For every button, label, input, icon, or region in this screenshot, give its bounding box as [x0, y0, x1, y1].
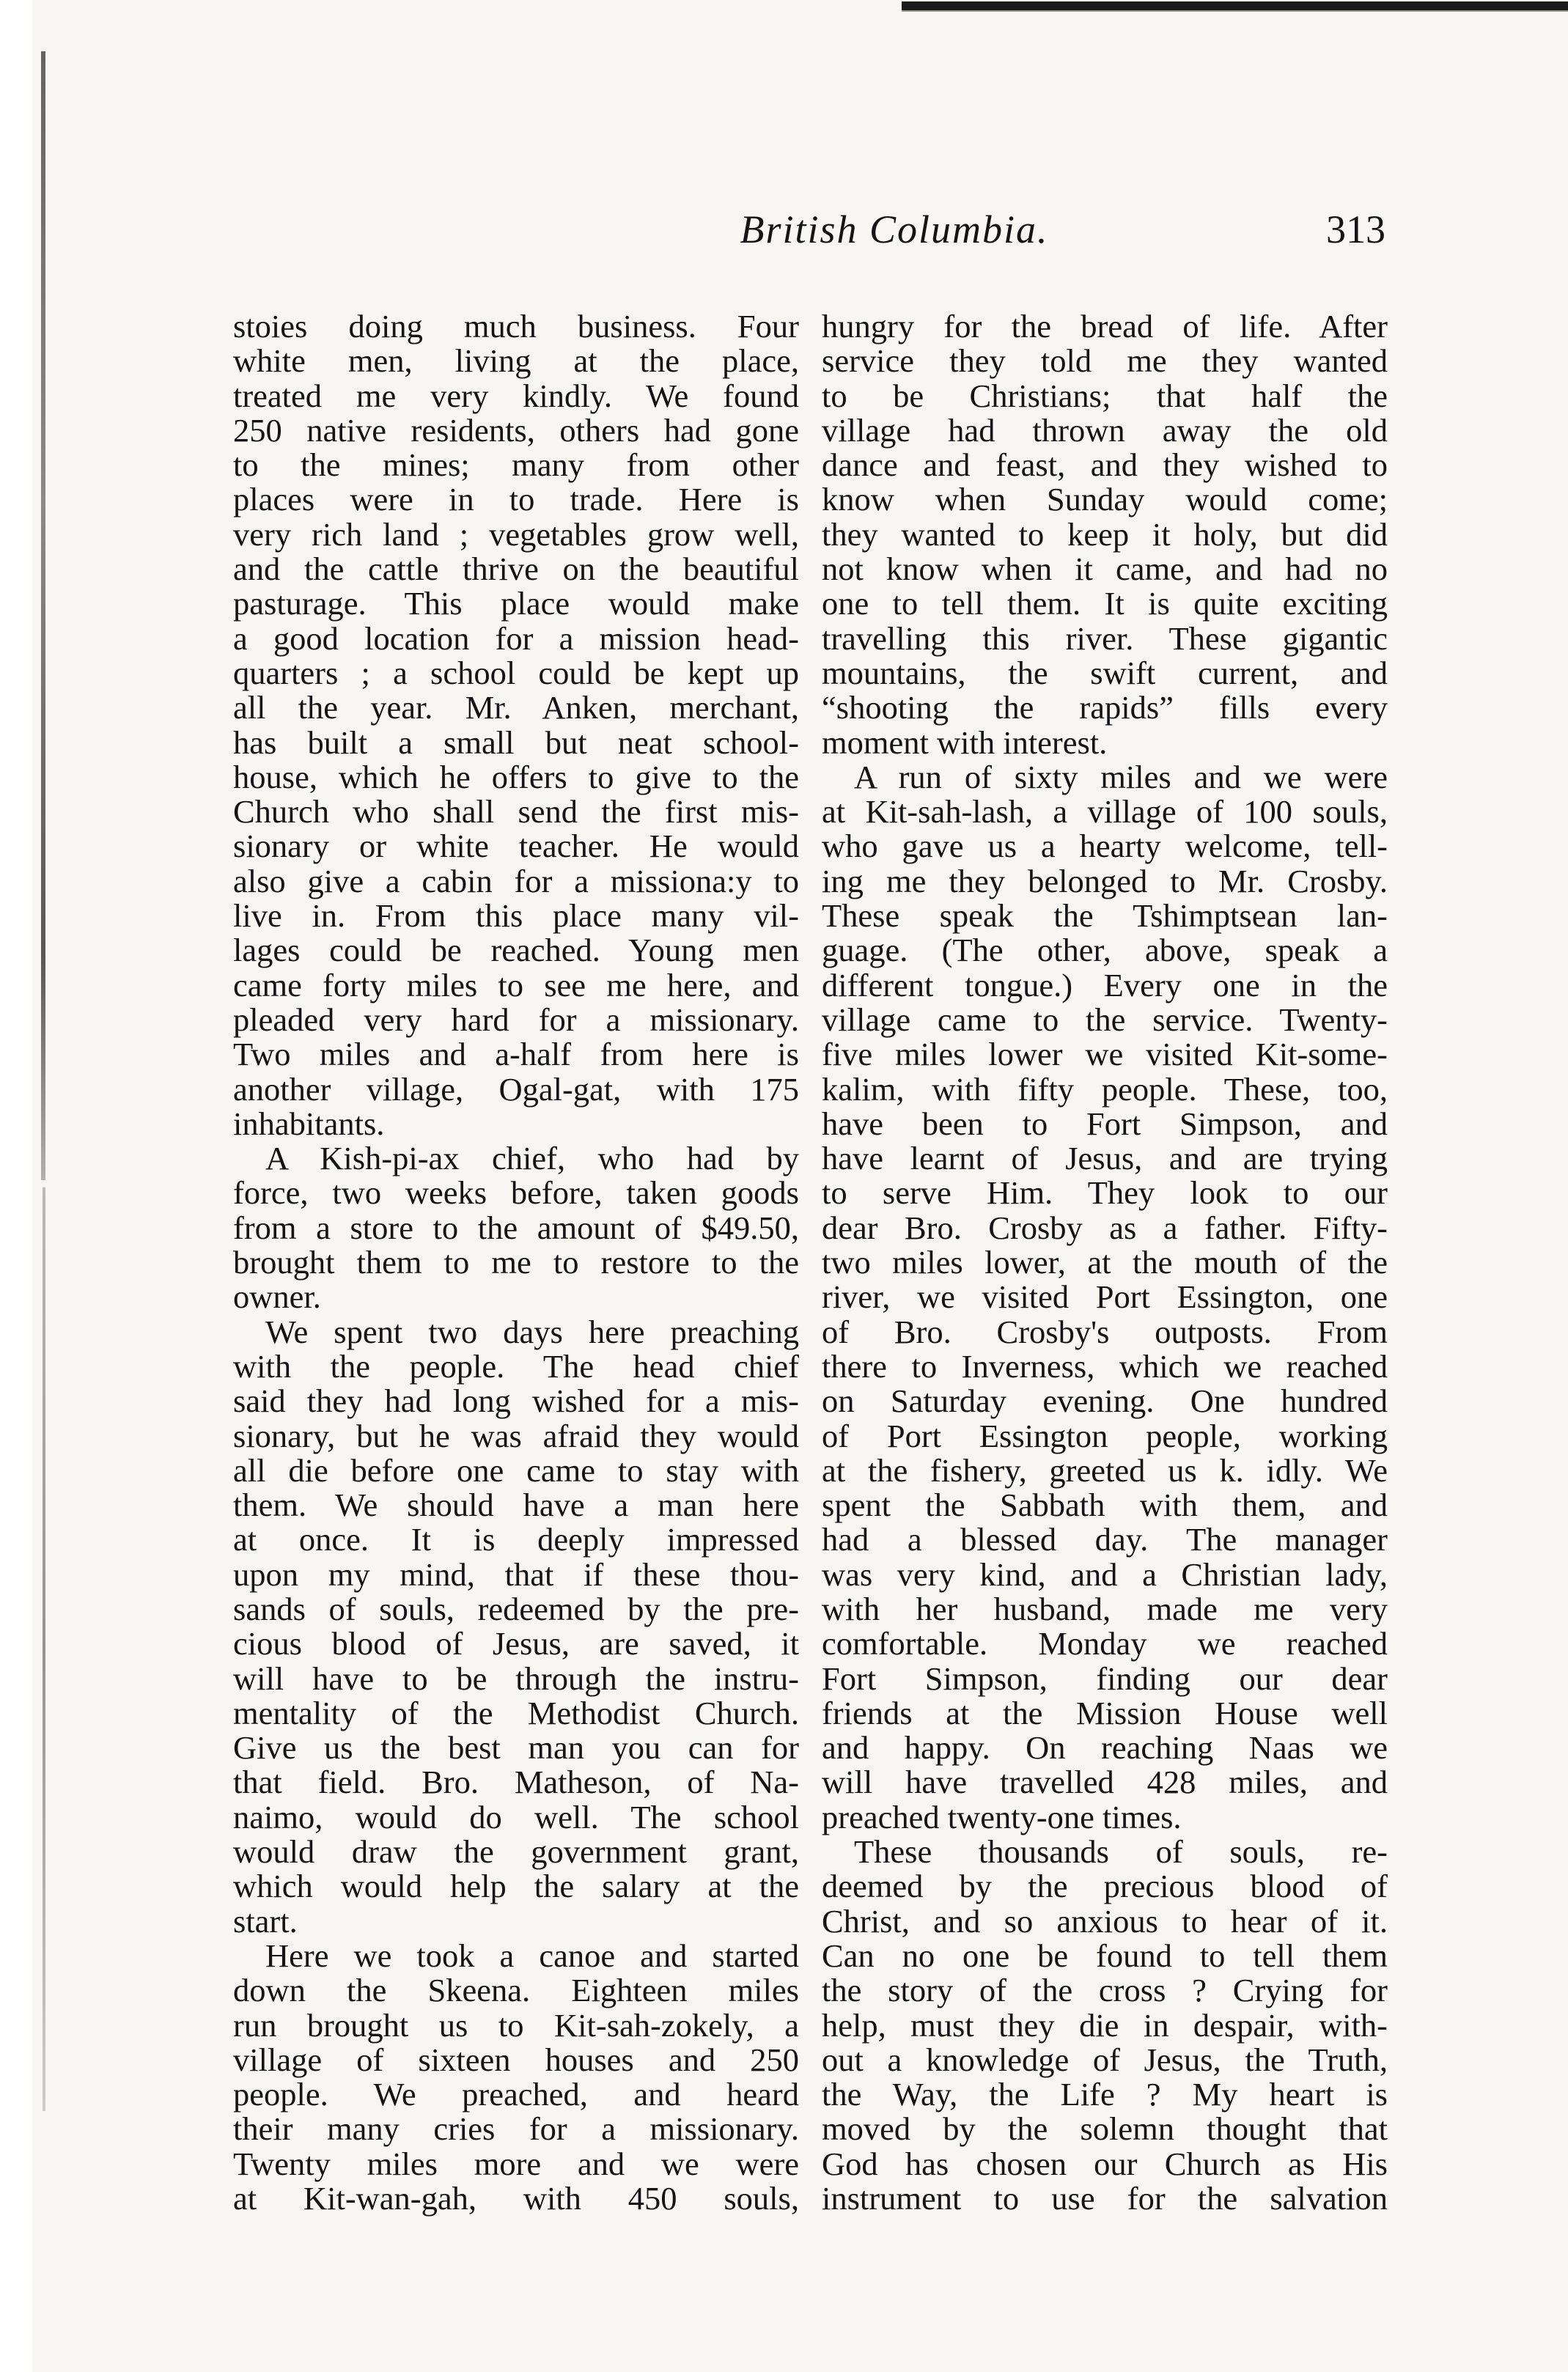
text-line: moved by the solemn thought that	[822, 2110, 1388, 2148]
text-line: all die before one came to stay with	[233, 1451, 799, 1489]
text-line: deemed by the precious blood of	[822, 1868, 1388, 1905]
text-line: sionary or white teacher. He would	[233, 828, 799, 865]
text-line: sionary, but he was afraid they would	[233, 1417, 799, 1454]
text-line: quarters ; a school could be kept up	[233, 654, 799, 691]
text-line: had a blessed day. The manager	[822, 1521, 1388, 1558]
text-line: mentality of the Methodist Church.	[233, 1694, 799, 1731]
text-line: said they had long wished for a mis-	[233, 1382, 799, 1420]
text-line: Here we took a canoe and started	[265, 1937, 799, 1974]
text-line: and happy. On reaching Naas we	[822, 1729, 1388, 1767]
text-line: help, must they die in despair, with-	[822, 2006, 1388, 2044]
text-line: out a knowledge of Jesus, the Truth,	[822, 2041, 1388, 2078]
text-line: Give us the best man you can for	[233, 1729, 799, 1767]
text-line: the story of the cross ? Crying for	[822, 1972, 1388, 2009]
text-line: God has chosen our Church as His	[822, 2145, 1388, 2182]
text-line: the Way, the Life ? My heart is	[822, 2076, 1388, 2113]
text-line: will have travelled 428 miles, and	[822, 1764, 1388, 1801]
text-line: Twenty miles more and we were	[233, 2145, 799, 2182]
text-line: very rich land ; vegetables grow well,	[233, 515, 799, 553]
text-line: was very kind, and a Christian lady,	[822, 1555, 1388, 1593]
text-line: We spent two days here preaching	[265, 1313, 799, 1350]
text-line: white men, living at the place,	[233, 342, 799, 380]
text-line: Christ, and so anxious to hear of it.	[822, 1902, 1388, 1940]
text-line: naimo, would do well. The school	[233, 1798, 799, 1835]
text-line: not know when it came, and had no	[822, 550, 1388, 588]
text-line: would draw the government grant,	[233, 1833, 799, 1871]
text-line: village had thrown away the old	[822, 411, 1388, 449]
text-line: comfortable. Monday we reached	[822, 1625, 1388, 1662]
text-line: These thousands of souls, re-	[854, 1833, 1388, 1871]
text-line: run brought us to Kit-sah-zokely, a	[233, 2006, 799, 2044]
text-line: also give a cabin for a missiona:y to	[233, 862, 799, 899]
text-line: pleaded very hard for a missionary.	[233, 1001, 799, 1038]
text-line: which would help the salary at the	[233, 1868, 799, 1905]
text-line: different tongue.) Every one in the	[822, 966, 1388, 1003]
text-line: at Kit-sah-lash, a village of 100 souls,	[822, 793, 1388, 830]
text-line: another village, Ogal-gat, with 175	[233, 1070, 799, 1108]
text-line: from a store to the amount of $49.50,	[233, 1209, 799, 1246]
text-line: came forty miles to see me here, and	[233, 966, 799, 1003]
text-line: Two miles and a-half from here is	[233, 1036, 799, 1073]
text-line: 250 native residents, others had gone	[233, 411, 799, 449]
text-line: them. We should have a man here	[233, 1487, 799, 1524]
text-line: A run of sixty miles and we were	[854, 758, 1388, 795]
text-line: sands of souls, redeemed by the pre-	[233, 1590, 799, 1627]
text-line: force, two weeks before, taken goods	[233, 1174, 799, 1212]
text-line: to be Christians; that half the	[822, 377, 1388, 414]
binding-shadow-lower	[43, 1187, 45, 2111]
text-line: at Kit-wan-gah, with 450 souls,	[233, 2180, 799, 2217]
text-line: down the Skeena. Eighteen miles	[233, 1972, 799, 2009]
text-line: dear Bro. Crosby as a father. Fifty-	[822, 1209, 1388, 1246]
text-line: Fort Simpson, finding our dear	[822, 1660, 1388, 1697]
text-line: brought them to me to restore to the	[233, 1244, 799, 1281]
text-line: hungry for the bread of life. After	[822, 308, 1388, 345]
text-line: people. We preached, and heard	[233, 2076, 799, 2113]
text-line: and the cattle thrive on the beautiful	[233, 550, 799, 588]
text-line: A Kish-pi-ax chief, who had by	[265, 1140, 799, 1177]
text-line: Church who shall send the first mis-	[233, 793, 799, 830]
text-line: house, which he offers to give to the	[233, 758, 799, 795]
page-number: 313	[1326, 207, 1385, 251]
text-line: preached twenty-one times.	[822, 1798, 1182, 1835]
text-line: have learnt of Jesus, and are trying	[822, 1140, 1388, 1177]
text-line: lages could be reached. Young men	[233, 932, 799, 969]
text-line: guage. (The other, above, speak a	[822, 932, 1388, 969]
left-text-column	[233, 309, 799, 2216]
text-line: instrument to use for the salvation	[822, 2180, 1388, 2217]
text-line: who gave us a hearty welcome, tell-	[822, 828, 1388, 865]
text-line: live in. From this place many vil-	[233, 897, 799, 935]
text-line: start.	[233, 1902, 298, 1940]
text-line: inhabitants.	[233, 1105, 385, 1142]
text-line: will have to be through the instru-	[233, 1660, 799, 1697]
text-line: to serve Him. They look to our	[822, 1174, 1388, 1212]
text-line: all the year. Mr. Anken, merchant,	[233, 689, 799, 726]
text-line: Can no one be found to tell them	[822, 1937, 1388, 1974]
text-line: pasturage. This place would make	[233, 585, 799, 622]
text-line: their many cries for a missionary.	[233, 2110, 799, 2148]
text-line: one to tell them. It is quite exciting	[822, 585, 1388, 622]
text-line: treated me very kindly. We found	[233, 377, 799, 414]
text-line: cious blood of Jesus, are saved, it	[233, 1625, 799, 1662]
text-line: village of sixteen houses and 250	[233, 2041, 799, 2078]
text-line: there to Inverness, which we reached	[822, 1347, 1388, 1385]
text-line: two miles lower, at the mouth of the	[822, 1244, 1388, 1281]
top-border-rule-thin	[902, 10, 1568, 12]
text-line: to the mines; many from other	[233, 446, 799, 484]
text-line: moment with interest.	[822, 723, 1108, 761]
text-line: river, we visited Port Essington, one	[822, 1278, 1388, 1316]
text-line: travelling this river. These gigantic	[822, 619, 1388, 657]
text-line: they wanted to keep it holy, but did	[822, 515, 1388, 553]
text-line: on Saturday evening. One hundred	[822, 1382, 1388, 1420]
page-edge	[0, 0, 32, 2372]
top-border-rule	[902, 1, 1568, 10]
text-line: know when Sunday would come;	[822, 481, 1388, 518]
text-line: service they told me they wanted	[822, 342, 1388, 380]
text-line: that field. Bro. Matheson, of Na-	[233, 1764, 799, 1801]
text-line: of Bro. Crosby's outposts. From	[822, 1313, 1388, 1350]
text-line: mountains, the swift current, and	[822, 654, 1388, 691]
text-line: a good location for a mission head-	[233, 619, 799, 657]
text-line: village came to the service. Twenty-	[822, 1001, 1388, 1038]
text-line: “shooting the rapids” fills every	[822, 689, 1388, 726]
text-line: at the fishery, greeted us k. idly. We	[822, 1451, 1388, 1489]
text-line: spent the Sabbath with them, and	[822, 1487, 1388, 1524]
text-line: owner.	[233, 1278, 321, 1316]
text-line: ing me they belonged to Mr. Crosby.	[822, 862, 1388, 899]
text-line: with the people. The head chief	[233, 1347, 799, 1385]
text-line: with her husband, made me very	[822, 1590, 1388, 1627]
text-line: friends at the Mission House well	[822, 1694, 1388, 1731]
text-line: These speak the Tshimptsean lan-	[822, 897, 1388, 935]
text-line: places were in to trade. Here is	[233, 481, 799, 518]
running-header-title: British Columbia.	[740, 207, 1049, 251]
text-line: kalim, with fifty people. These, too,	[822, 1070, 1388, 1108]
text-line: upon my mind, that if these thou-	[233, 1555, 799, 1593]
binding-shadow	[41, 51, 45, 1180]
text-line: of Port Essington people, working	[822, 1417, 1388, 1454]
text-line: have been to Fort Simpson, and	[822, 1105, 1388, 1142]
text-line: has built a small but neat school-	[233, 723, 799, 761]
text-line: dance and feast, and they wished to	[822, 446, 1388, 484]
text-line: at once. It is deeply impressed	[233, 1521, 799, 1558]
right-text-column	[822, 309, 1388, 2216]
text-line: stoies doing much business. Four	[233, 308, 799, 345]
text-line: five miles lower we visited Kit-some-	[822, 1036, 1388, 1073]
